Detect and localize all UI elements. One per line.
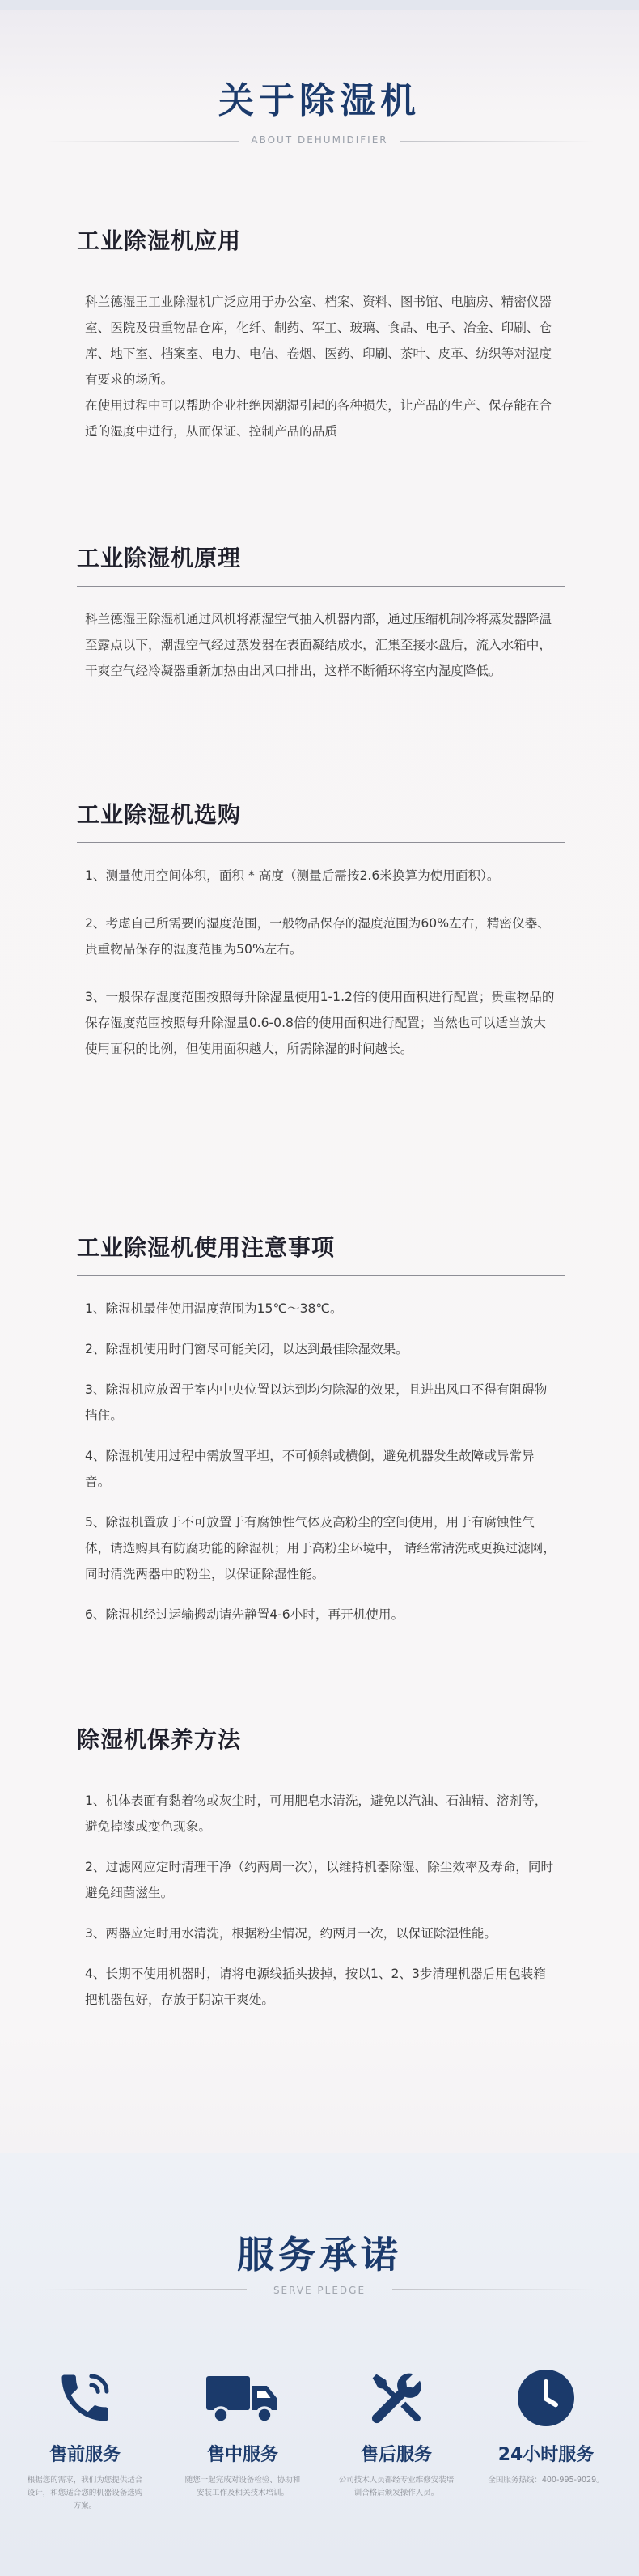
service-24h xyxy=(481,2362,611,2487)
section-body xyxy=(77,843,565,1062)
section-application xyxy=(77,223,565,444)
service-title: 售后服务 xyxy=(360,2445,432,2465)
paragraph: 3、除湿机应放置于室内中央位置以达到均匀除湿的效果，且进出风口不得有阻碍物挡住。 xyxy=(85,1382,548,1423)
service-title: 售前服务 xyxy=(49,2445,121,2465)
paragraph: 1、除湿机最佳使用温度范围为15℃～38℃。 xyxy=(85,1301,343,1316)
service-desc: 公司技术人员都经专业维修安装培训合格后颁发操作人员。 xyxy=(338,2476,455,2497)
truck-icon xyxy=(178,2362,307,2434)
paragraph: 5、除湿机置放于不可放置于有腐蚀性气体及高粉尘的空间使用，用于有腐蚀性气体，请选购具有防腐功能的除湿机；用于高粉尘环境中， 请经常清洗或更换过滤网，同时清洗两器中的粉尘，以保证除湿性能。 xyxy=(85,1515,556,1581)
clock-icon xyxy=(481,2362,611,2434)
divider-left xyxy=(44,2289,247,2290)
section-title: 工业除湿机原理 xyxy=(77,541,565,587)
page-subtitle: ABOUT DEHUMIDIFIER xyxy=(251,134,388,146)
paragraph: 2、考虑自己所需要的湿度范围，一般物品保存的湿度范围为60%左右，精密仪器、贵重物品保存的湿度范围为50%左右。 xyxy=(85,916,550,957)
phone-icon xyxy=(20,2362,150,2434)
paragraph: 科兰德湿王工业除湿机广泛应用于办公室、档案、资料、图书馆、电脑房、精密仪器室、医院及贵重物品仓库，化纤、制药、军工、玻璃、食品、电子、冶金、印刷、仓库、地下室、档案室、电力、电信、卷烟、医药、印刷、茶叶、皮革、纺织等对湿度有要求的场所。 xyxy=(85,295,552,387)
section-purchase xyxy=(77,797,565,1062)
divider-right xyxy=(400,141,595,142)
top-bar xyxy=(0,0,639,10)
paragraph: 2、过滤网应定时清理干净（约两周一次），以维持机器除湿、除尘效率及寿命，同时避免细菌滋生。 xyxy=(85,1860,554,1900)
section-title: 工业除湿机选购 xyxy=(77,797,565,843)
service-desc: 全国服务热线：400-995-9029。 xyxy=(488,2476,604,2485)
section-body xyxy=(77,1276,565,1628)
paragraph: 2、除湿机使用时门窗尽可能关闭，以达到最佳除湿效果。 xyxy=(85,1342,408,1356)
service-in-sale xyxy=(178,2362,307,2500)
pledge-subtitle: SERVE PLEDGE xyxy=(273,2285,366,2296)
section-principle xyxy=(77,541,565,684)
tools-icon xyxy=(332,2362,461,2434)
section-body xyxy=(77,587,565,684)
section-body xyxy=(77,1768,565,2013)
service-title: 售中服务 xyxy=(206,2445,278,2465)
about-header xyxy=(0,71,639,146)
service-pledge xyxy=(0,2153,639,2576)
service-pre-sale xyxy=(20,2362,150,2513)
page-title: 关于除湿机 xyxy=(218,80,421,121)
section-title: 除湿机保养方法 xyxy=(77,1722,565,1768)
paragraph: 科兰德湿王除湿机通过风机将潮湿空气抽入机器内部，通过压缩机制冷将蒸发器降温至露点以下，潮湿空气经过蒸发器在表面凝结成水，汇集至接水盘后，流入水箱中，干爽空气经冷凝器重新加热由出风口排出，这样不断循环将室内湿度降低。 xyxy=(85,612,552,678)
section-title: 工业除湿机应用 xyxy=(77,223,565,269)
service-after-sale xyxy=(332,2362,461,2500)
pledge-title: 服务承诺 xyxy=(237,2233,402,2277)
paragraph: 3、两器应定时用水清洗，根据粉尘情况，约两月一次，以保证除湿性能。 xyxy=(85,1926,497,1941)
paragraph: 1、测量使用空间体积，面积 * 高度（测量后需按2.6米换算为使用面积）。 xyxy=(85,868,500,883)
paragraph: 4、长期不使用机器时，请将电源线插头拔掉，按以1、2、3步清理机器后用包装箱把机器包好，存放于阴凉干爽处。 xyxy=(85,1967,546,2007)
divider-right xyxy=(392,2289,595,2290)
paragraph: 1、机体表面有黏着物或灰尘时，可用肥皂水清洗，避免以汽油、石油精、溶剂等，避免掉漆或变色现象。 xyxy=(85,1793,548,1834)
section-title: 工业除湿机使用注意事项 xyxy=(77,1230,565,1276)
paragraph: 6、除湿机经过运输搬动请先静置4-6小时，再开机使用。 xyxy=(85,1607,404,1622)
service-desc: 根据您的需求，我们为您提供适合设计，和您适合您的机器设备选购方案。 xyxy=(27,2476,143,2510)
section-maintenance xyxy=(77,1722,565,2013)
paragraph: 4、除湿机使用过程中需放置平坦，不可倾斜或横倒，避免机器发生故障或异常异音。 xyxy=(85,1449,535,1489)
paragraph: 3、一般保存湿度范围按照每升除湿量使用1-1.2倍的使用面积进行配置；贵重物品的保存湿度范围按照每升除湿量0.6-0.8倍的使用面积进行配置；当然也可以适当放大使用面积的比例，但使用面积越大，所需除湿的时间越长。 xyxy=(85,990,555,1056)
paragraph: 在使用过程中可以帮助企业杜绝因潮湿引起的各种损失，让产品的生产、保存能在合适的湿度中进行，从而保证、控制产品的品质 xyxy=(85,398,552,439)
section-body xyxy=(77,269,565,444)
service-desc: 随您一起完成对设备检验、协助和安装工作及相关技术培训。 xyxy=(184,2476,301,2497)
section-precautions xyxy=(77,1230,565,1628)
divider-left xyxy=(44,141,239,142)
service-title: 24小时服务 xyxy=(497,2445,595,2465)
